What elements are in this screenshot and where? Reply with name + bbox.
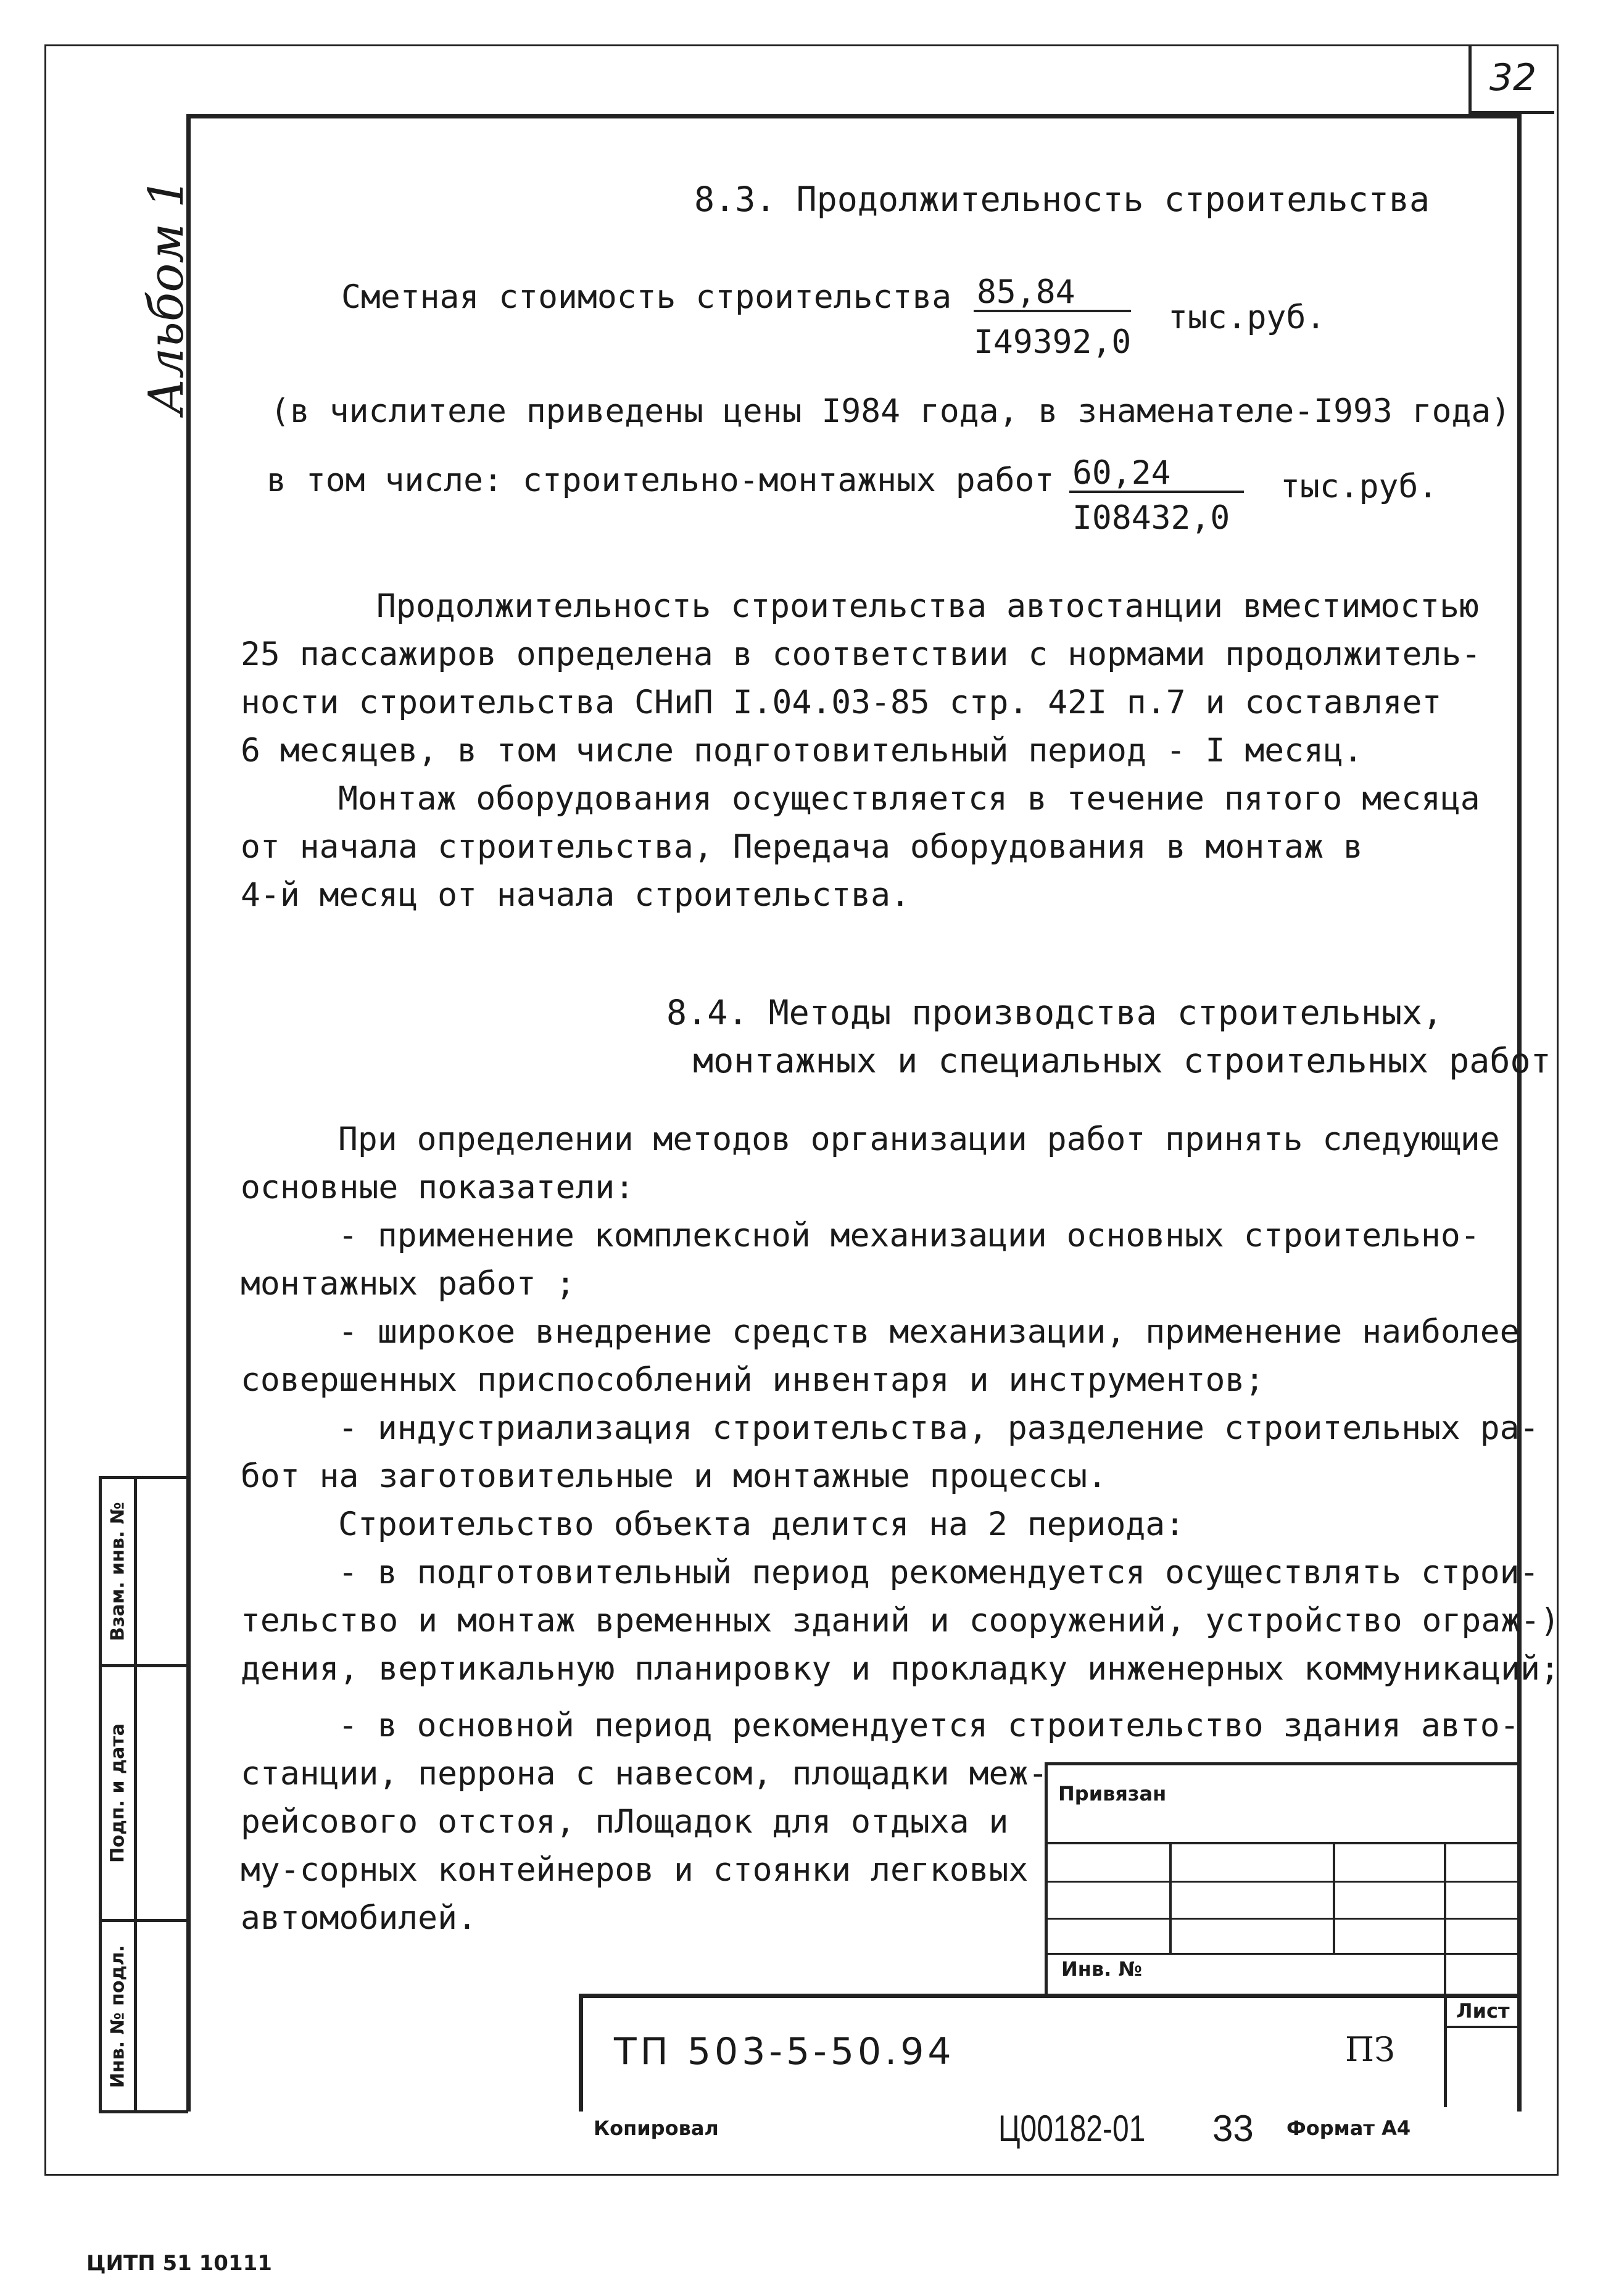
s84-line: - применение комплексной механизации основных строительно- (338, 1217, 1480, 1254)
paragraph2-line1: Монтаж оборудования осуществляется в течение пятого месяца (338, 780, 1480, 818)
section-83-heading: 8.3. Продолжительность строительства (694, 180, 1430, 219)
s84-line: При определении методов организации работ принять следующие (338, 1121, 1500, 1158)
cost-numerator: 85,84 (977, 273, 1075, 311)
kopiroval-label: Копировал (594, 2116, 719, 2140)
cost-denominator: I49392,0 (974, 323, 1132, 361)
tb-col (1444, 1842, 1446, 1994)
smr-numerator: 60,24 (1072, 454, 1171, 492)
s84-line: - индустриализация строительства, разделение строительных ра- (338, 1409, 1539, 1447)
smr-unit: тыс.руб. (1280, 468, 1438, 505)
tb-col (1333, 1842, 1335, 1953)
paragraph1-line1: Продолжительность строительства автостанции вместимостью (376, 587, 1479, 625)
tb-col (1169, 1842, 1172, 1953)
paragraph1-line3: ности строительства СНиП I.04.03-85 стр. 42I п.7 и составляет (241, 684, 1442, 721)
privyazan-label: Привязан (1058, 1782, 1167, 1805)
tb-rule (1045, 1842, 1517, 1844)
tb-rule (1045, 1881, 1517, 1883)
s84-line: - широкое внедрение средств механизации, применение наиболее (338, 1313, 1520, 1351)
s84-line: совершенных приспособлений инвентаря и инструментов; (241, 1361, 1265, 1399)
s84-line: Строительство объекта делится на 2 периода: (338, 1506, 1185, 1543)
paragraph1-line4: 6 месяцев, в том числе подготовительный период - I месяц. (241, 732, 1363, 769)
smr-denominator: I08432,0 (1072, 499, 1230, 537)
stamp-cell-vzam: Взам. инв. № (102, 1479, 188, 1667)
doc-code: ТП 503-5-50.94 (614, 2030, 955, 2073)
cost-unit: тыс.руб. (1168, 299, 1326, 336)
paragraph2-line3: 4-й месяц от начала строительства. (241, 876, 910, 914)
format-label: Формат А4 (1286, 2116, 1411, 2140)
album-label: Альбом 1 (139, 177, 194, 415)
s84-line: монтажных работ ; (241, 1265, 576, 1303)
left-stamp (99, 1476, 188, 2113)
sheet-number: 32 (1468, 44, 1554, 114)
inv-no-label: Инв. № (1061, 1957, 1142, 1981)
paragraph2-line2: от начала строительства, Передача оборудования в монтаж в (241, 828, 1363, 866)
stamp-num: 33 (1212, 2108, 1254, 2149)
tb-rule (1045, 1953, 1517, 1955)
s84-line: дения, вертикальную планировку и прокладку инженерных коммуникаций; (241, 1650, 1560, 1688)
price-note: (в числителе приведены цены I984 года, в знаменателе-I993 года) (270, 392, 1511, 430)
section-84-heading-line1: 8.4. Методы производства строительных, (666, 993, 1443, 1032)
paragraph1-line2: 25 пассажиров определена в соответствии с нормами продолжитель- (241, 636, 1481, 673)
s84-line: - в основной период рекомендуется строительство здания авто- (338, 1707, 1520, 1744)
s84-line: му-сорных контейнеров и стоянки легковых (241, 1851, 1029, 1889)
s84-line: автомобилей. (241, 1899, 477, 1937)
s84-line: рейсового отстоя, пЛощадок для отдыха и (241, 1803, 1009, 1841)
list-label: Лист (1456, 1999, 1510, 2023)
cost-label: Сметная стоимость строительства (341, 278, 952, 316)
s84-line: тельство и монтаж временных зданий и сооружений, устройство ограж-) (241, 1602, 1560, 1639)
smr-label: в том числе: строительно-монтажных работ - (267, 462, 1094, 499)
s84-line: основные показатели: (241, 1169, 635, 1206)
s84-line: бот на заготовительные и монтажные процессы. (241, 1457, 1107, 1495)
smr-fraction-line (1069, 491, 1244, 493)
footer-code: ЦИТП 51 10111 (86, 2251, 272, 2276)
stamp-cell-inv: Инв. № подл. (102, 1922, 188, 2110)
cost-fraction-line (974, 310, 1131, 312)
tb-rule (1045, 1918, 1517, 1920)
tb-rule (1444, 2026, 1517, 2028)
section-84-heading-line2: монтажных и специальных строительных работ (693, 1041, 1551, 1080)
s84-line: станции, перрона с навесом, площадки меж- (241, 1755, 1048, 1792)
s84-line: - в подготовительный период рекомендуется осуществлять строи- (338, 1554, 1539, 1591)
tb-col (1444, 1994, 1447, 2107)
sheet-code: ПЗ (1345, 2030, 1395, 2069)
stamp-cell-podp: Подп. и дата (102, 1667, 188, 1922)
stamp-code: Ц00182-01 (998, 2108, 1146, 2149)
